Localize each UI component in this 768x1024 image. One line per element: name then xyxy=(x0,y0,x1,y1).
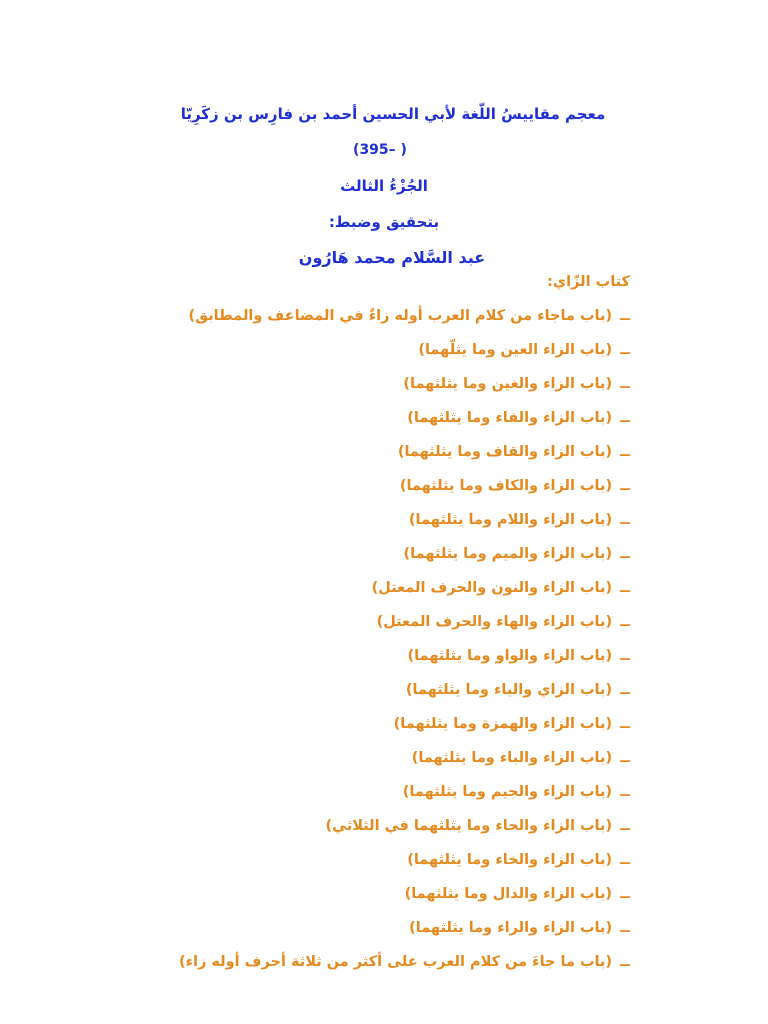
toc-bullet: ــ xyxy=(620,750,630,766)
toc-bullet: ــ xyxy=(620,342,630,358)
toc-item-label: (باب الزاء والنون والحرف المعتل) xyxy=(371,580,613,596)
toc-item-label: (باب الزاء العين وما يثلّهما) xyxy=(418,342,613,358)
toc-item-label: (باب الزاء والكاف وما يثلثهما) xyxy=(399,478,613,494)
toc-item-label: (باب الزاء واللام وما يثلثهما) xyxy=(408,512,613,528)
toc-bullet: ــ xyxy=(620,512,630,528)
toc-bullet: ــ xyxy=(620,410,630,426)
toc-bullet: ــ xyxy=(620,716,630,732)
toc-item[interactable] xyxy=(70,401,630,435)
toc-item[interactable] xyxy=(70,707,630,741)
edited-by-label: بتحقيق وضبط: xyxy=(328,213,440,231)
document-header xyxy=(0,96,768,276)
toc-item-label: (باب الزاء والراء وما يثلثهما) xyxy=(409,920,613,936)
toc-bullet: ــ xyxy=(620,682,630,698)
toc-item-label: (باب الزاء والهاء والحرف المعتل) xyxy=(376,614,613,630)
toc-item[interactable] xyxy=(70,911,630,945)
toc-item-label: (باب الزاء والغين وما يثلثهما) xyxy=(403,376,613,392)
toc-item[interactable] xyxy=(70,367,630,401)
toc-bullet: ــ xyxy=(620,784,630,800)
toc-item-label: (باب الزاء والميم وما يثلثهما) xyxy=(403,546,613,562)
editor-name: عبد السَّلام محمد هَارُون xyxy=(298,248,486,267)
toc-item[interactable] xyxy=(70,333,630,367)
toc-item[interactable] xyxy=(70,605,630,639)
toc-item-label: (باب ما جاءَ من كلام العرب على أكثر من ثلاثة أحرف أوله زاء) xyxy=(178,954,613,970)
toc-bullet: ــ xyxy=(620,852,630,868)
toc-item[interactable] xyxy=(70,843,630,877)
toc-item-label: (باب الزاء والحاء وما يثلثهما في الثلاثي) xyxy=(325,818,613,834)
toc-item[interactable] xyxy=(70,775,630,809)
toc-item-label: (باب الزاء والواو وما يثلثهما) xyxy=(407,648,613,664)
toc-item-label: (باب الزاء والباء وما يثلثهما) xyxy=(411,750,613,766)
toc-bullet: ــ xyxy=(620,818,630,834)
book-title: معجم مقاييسُ اللّغة لأبي الحسين أحمد بن فارِس بن زكَرِيّا xyxy=(180,105,606,123)
toc-item[interactable] xyxy=(70,571,630,605)
toc-item[interactable] xyxy=(70,741,630,775)
toc-item-label: (باب الزاي والياء وما يثلثهما) xyxy=(405,682,613,698)
toc-item-label: (باب الزاء والفاء وما يثلثهما) xyxy=(407,410,613,426)
toc-bullet: ــ xyxy=(620,954,630,970)
table-of-contents xyxy=(70,265,630,979)
toc-item[interactable] xyxy=(70,809,630,843)
toc-item[interactable] xyxy=(70,503,630,537)
toc-bullet: ــ xyxy=(620,478,630,494)
toc-item[interactable] xyxy=(70,639,630,673)
toc-item-label: (باب الزاء والهمزة وما يثلثهما) xyxy=(393,716,613,732)
toc-item-label: (باب الزاء والجيم وما يثلثهما) xyxy=(402,784,613,800)
toc-item[interactable] xyxy=(70,299,630,333)
toc-bullet: ــ xyxy=(620,886,630,902)
toc-item[interactable] xyxy=(70,537,630,571)
toc-item[interactable] xyxy=(70,435,630,469)
toc-item[interactable] xyxy=(70,673,630,707)
toc-item[interactable] xyxy=(70,469,630,503)
toc-bullet: ــ xyxy=(620,546,630,562)
toc-bullet: ــ xyxy=(620,920,630,936)
toc-bullet: ــ xyxy=(620,580,630,596)
toc-item-label: (باب ماجاء من كلام العرب أوله زاءٌ في المضاعف والمطابق) xyxy=(188,308,613,324)
toc-item[interactable] xyxy=(70,945,630,979)
author-death-year: ( –395) xyxy=(353,142,407,158)
volume-label: الجُزْءُ الثالث xyxy=(340,177,428,195)
toc-bullet: ــ xyxy=(620,308,630,324)
toc-bullet: ــ xyxy=(620,444,630,460)
toc-item[interactable] xyxy=(70,877,630,911)
toc-bullet: ــ xyxy=(620,376,630,392)
toc-bullet: ــ xyxy=(620,614,630,630)
toc-item-label: (باب الزاء والخاء وما يثلثهما) xyxy=(407,852,613,868)
toc-item-label: (باب الزاء والدال وما يثلثهما) xyxy=(404,886,613,902)
toc-item-label: (باب الزاء والقاف وما يثلثهما) xyxy=(397,444,613,460)
toc-heading: كتاب الزّاي: xyxy=(547,274,630,290)
toc-bullet: ــ xyxy=(620,648,630,664)
